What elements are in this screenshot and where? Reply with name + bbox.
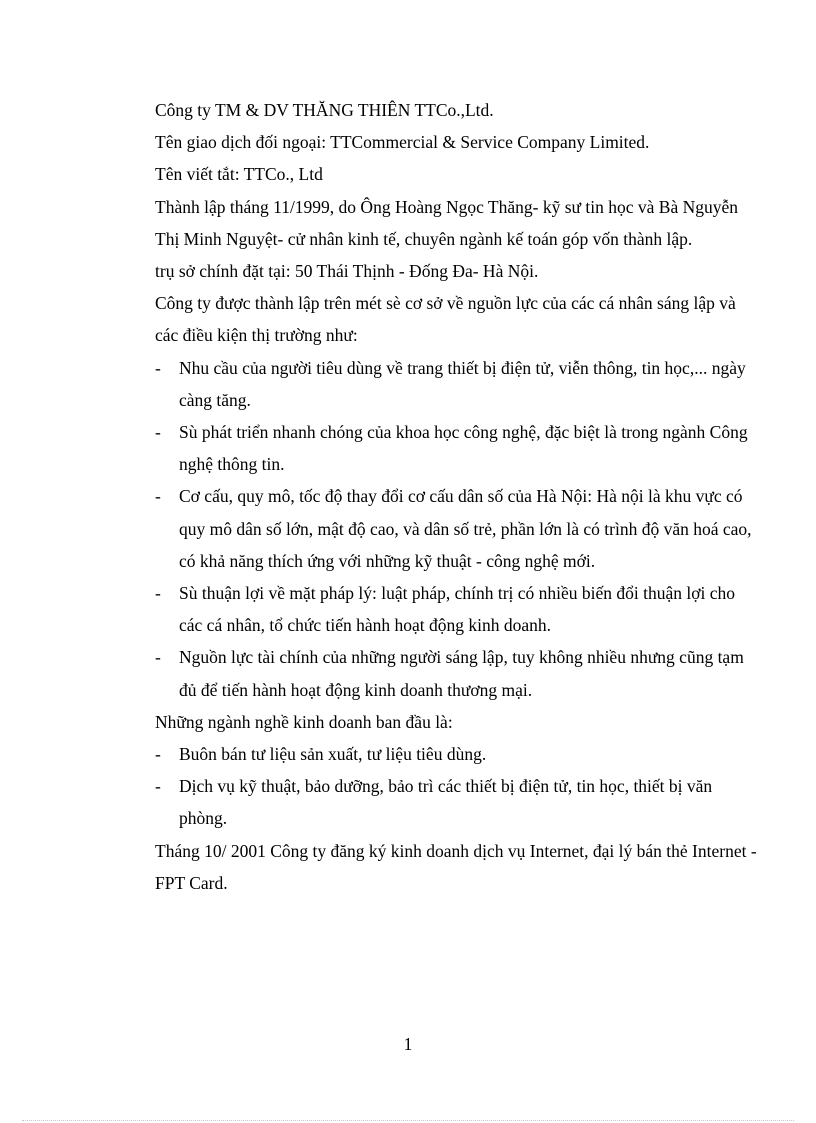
list-item [155,480,760,577]
list-item [155,577,760,641]
abbreviation-line: Tên viết tắt: TTCo., Ltd [155,164,323,185]
foundation-basis-paragraph: Công ty được thành lập trên mét sè cơ sở về nguồn lực của các cá nhân sáng lập và các điều kiện thị trường như: [155,293,736,346]
conditions-list [155,352,760,706]
list-item-text: Nguồn lực tài chính của những người sáng lập, tuy không nhiều nhưng cũng tạm đủ để tiến hành hoạt động kinh doanh thương mại. [179,647,744,700]
bullet-marker: - [155,583,161,604]
list-item-text: Sù phát triển nhanh chóng của khoa học công nghệ, đặc biệt là trong ngành Công nghệ thông tin. [179,422,748,475]
business-heading: Những ngành nghề kinh doanh ban đầu là: [155,711,453,732]
bullet-marker: - [155,422,161,443]
list-item [155,352,760,416]
list-item-text: Sù thuận lợi về mặt pháp lý: luật pháp, chính trị có nhiều biến đổi thuận lợi cho các cá nhân, tổ chức tiến hành hoạt động kinh doanh. [179,583,736,636]
list-item-text: Cơ cấu, quy mô, tốc độ thay đổi cơ cấu dân số của Hà Nội: Hà nội là khu vực có quy mô dân số lớn, mật độ cao, và dân số trẻ, phần lớn là có trình độ văn hoá cao, có khả năng thích ứng với những kỹ thuật - công nghệ mới. [179,486,752,571]
founding-paragraph: Thành lập tháng 11/1999, do Ông Hoàng Ngọc Thăng- kỹ sư tin học và Bà Nguyễn Thị Minh Nguyệt- cử nhân kinh tế, chuyên ngành kế toán góp vốn thành lập. [155,196,738,249]
list-item [155,770,760,834]
bullet-marker: - [155,776,161,797]
bullet-marker: - [155,357,161,378]
list-item-text: Dịch vụ kỹ thuật, bảo dưỡng, bảo trì các thiết bị điện tử, tin học, thiết bị văn phòng. [179,776,713,829]
business-list [155,738,760,835]
document-body [155,94,760,899]
trading-name-line: Tên giao dịch đối ngoại: TTCommercial & Service Company Limited. [155,132,650,153]
headquarters-line: trụ sở chính đặt tại: 50 Thái Thịnh - Đống Đa- Hà Nội. [155,261,539,282]
bullet-marker: - [155,486,161,507]
company-name-line: Công ty TM & DV THĂNG THIÊN TTCo.,Ltd. [155,100,494,120]
closing-paragraph: Tháng 10/ 2001 Công ty đăng ký kinh doanh dịch vụ Internet, đại lý bán thẻ Internet - FPT Card. [155,840,757,893]
list-item-text: Nhu cầu của người tiêu dùng về trang thiết bị điện tử, viễn thông, tin học,... ngày càng tăng. [179,357,746,410]
bullet-marker: - [155,647,161,668]
list-item-text: Buôn bán tư liệu sản xuất, tư liệu tiêu dùng. [179,744,487,765]
bullet-marker: - [155,744,161,765]
page-number: 1 [403,1034,413,1054]
list-item [155,738,760,770]
page-bottom-divider [22,1120,794,1121]
list-item [155,416,760,480]
list-item [155,641,760,705]
